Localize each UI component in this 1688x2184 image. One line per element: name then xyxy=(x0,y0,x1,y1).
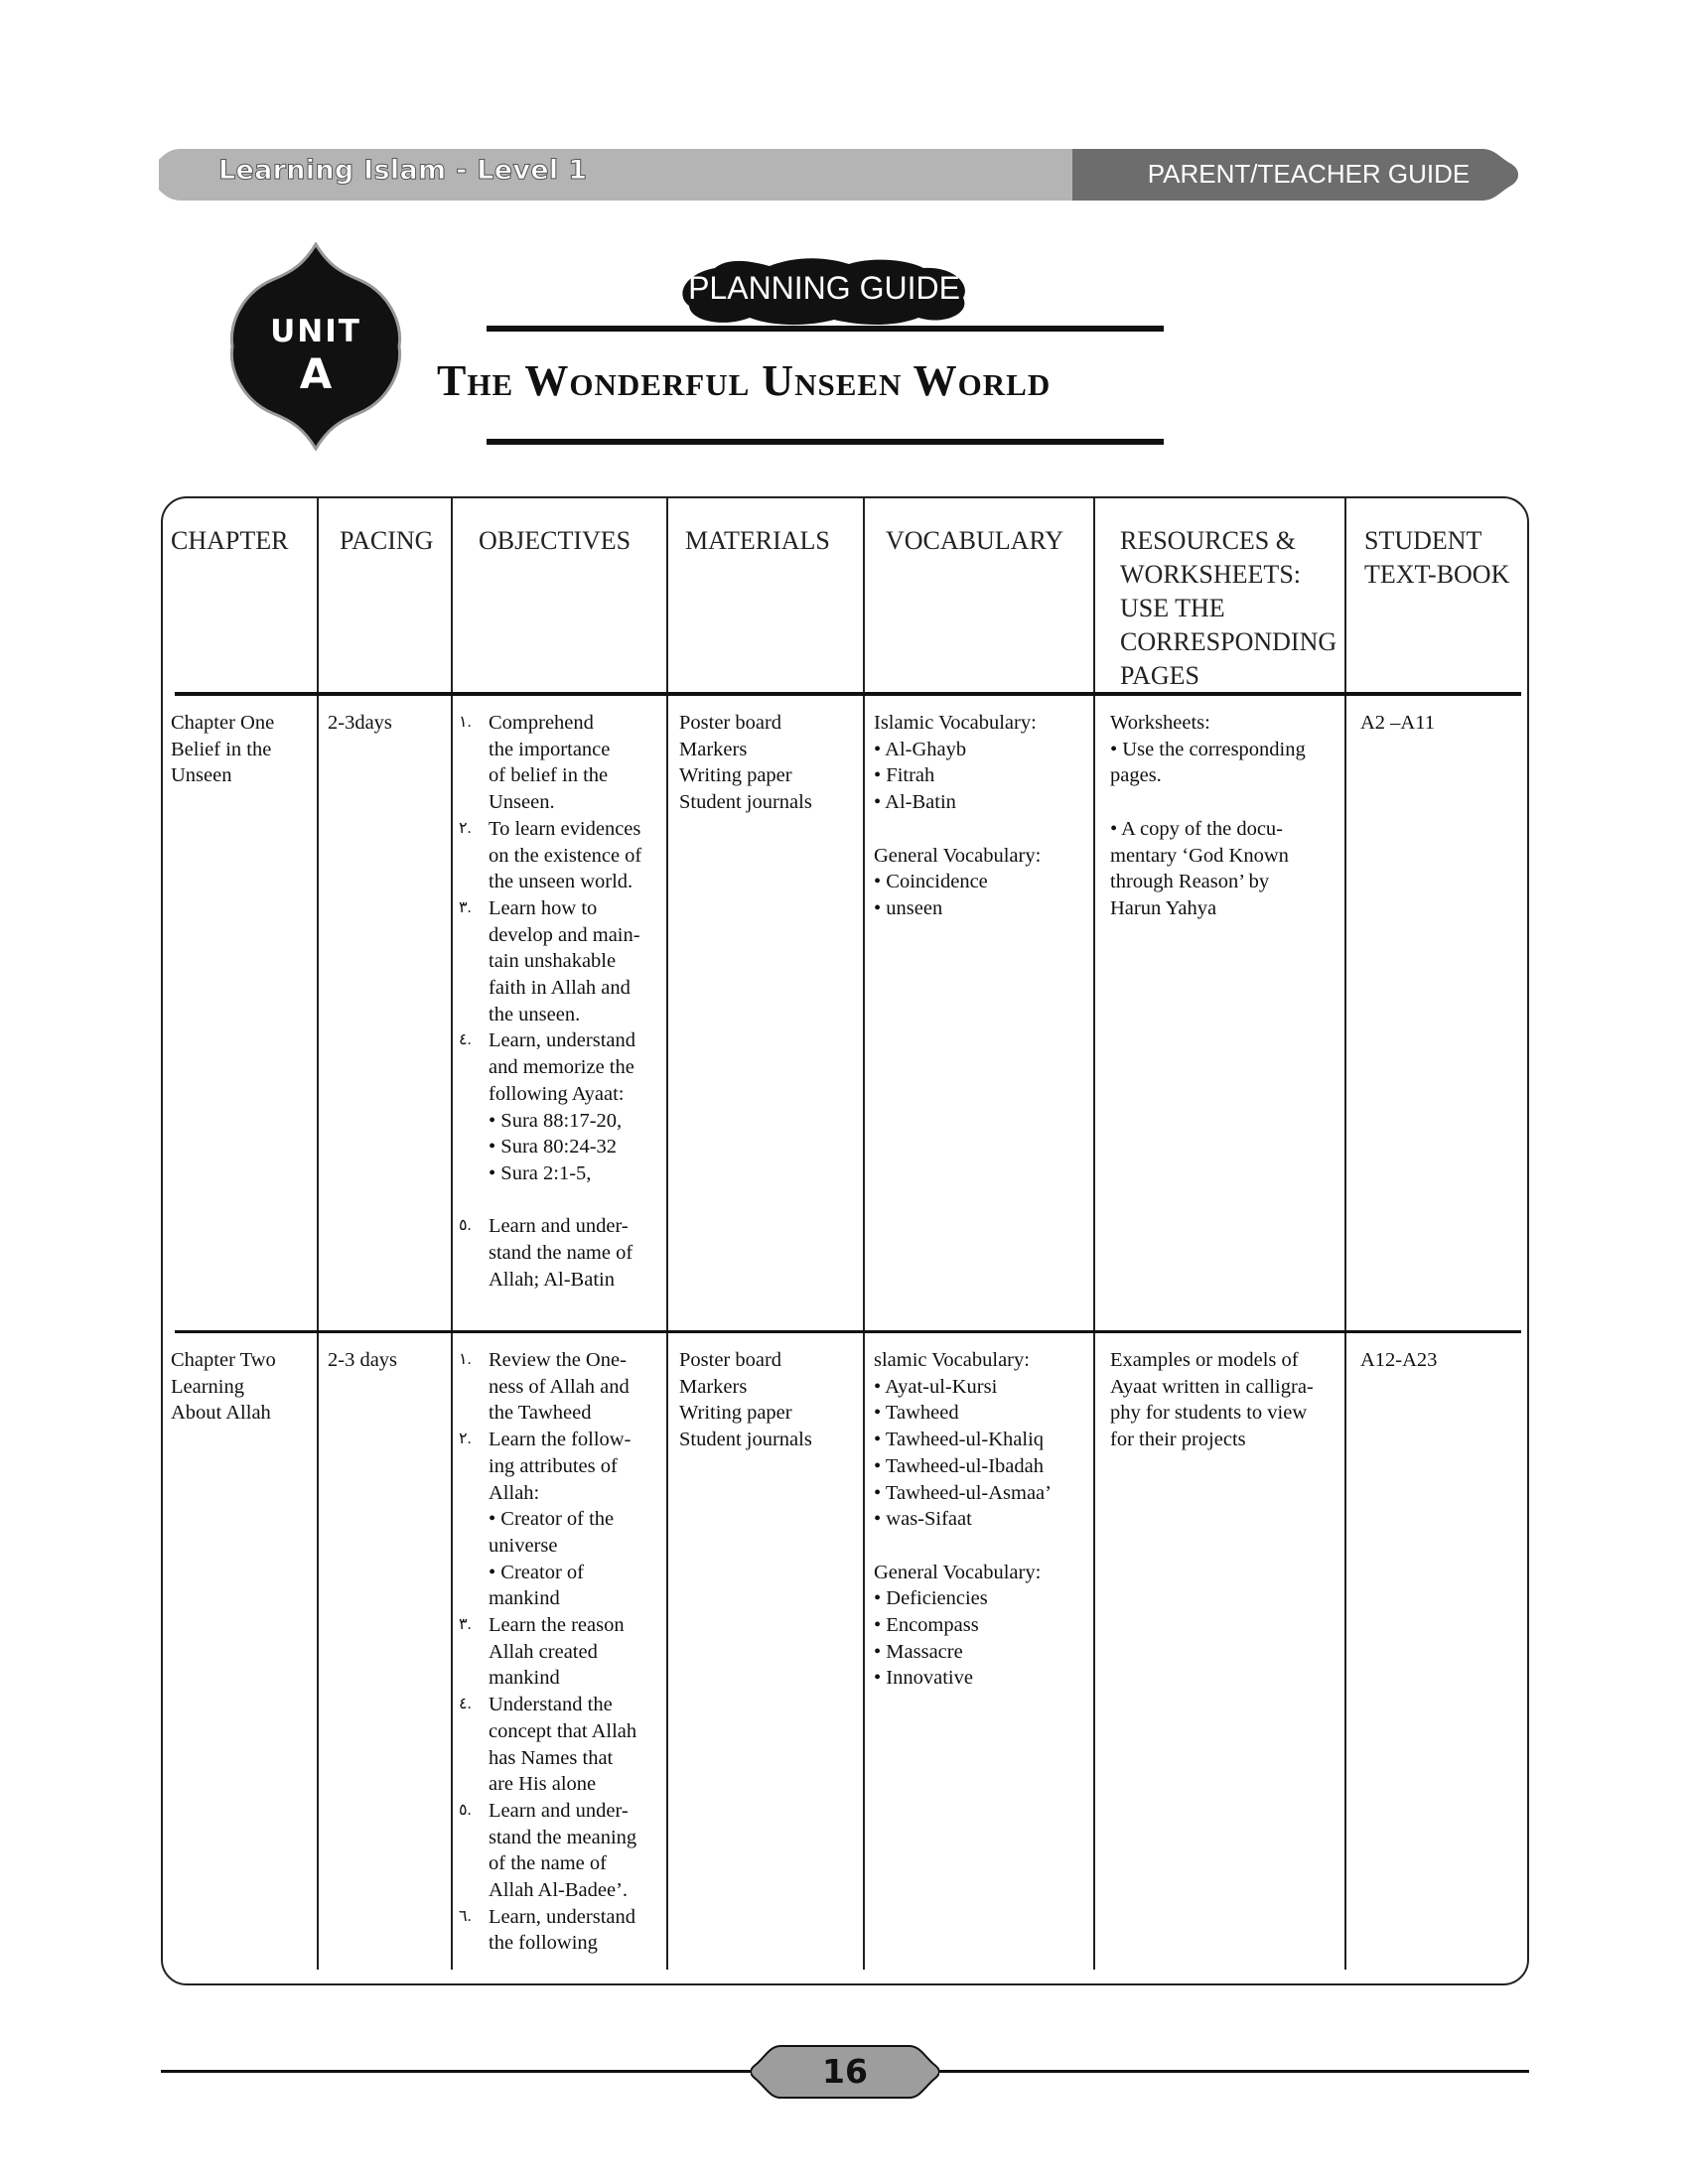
guide-label: PARENT/TEACHER GUIDE xyxy=(1147,159,1471,189)
objective-line: • Sura 80:24-32 xyxy=(489,1136,618,1159)
objective-line: tain unshakable xyxy=(489,950,617,973)
objective-line: • Creator of xyxy=(489,1561,584,1583)
planning-guide-text: PLANNING GUIDE xyxy=(688,270,960,306)
column-divider xyxy=(1093,498,1095,1970)
objective-line: and memorize the xyxy=(489,1056,634,1079)
objective-number: ٢. xyxy=(459,819,472,837)
objective-line: ing attributes of xyxy=(489,1454,618,1477)
col-header-pacing: PACING xyxy=(340,526,434,555)
page-title: The Wonderful Unseen World xyxy=(437,356,1052,405)
cell-line: Student journals xyxy=(679,791,812,814)
cell-line: Chapter One xyxy=(171,712,275,734)
cell-line: slamic Vocabulary: xyxy=(874,1349,1030,1371)
objective-line: on the existence of xyxy=(489,844,642,867)
objective-line: Learn and under- xyxy=(489,1799,629,1822)
header-line: USE THE xyxy=(1120,594,1225,622)
row2-materials xyxy=(679,1347,812,1453)
objective-line: concept that Allah xyxy=(489,1719,637,1742)
cell-line: Harun Yahya xyxy=(1110,896,1217,919)
column-divider xyxy=(863,498,865,1970)
title-rule-top xyxy=(487,326,1164,332)
cell-line: • unseen xyxy=(874,896,943,919)
objective-line: of the name of xyxy=(489,1852,607,1875)
objective-line: are His alone xyxy=(489,1773,597,1796)
objective-line: Learn and under- xyxy=(489,1215,629,1238)
objective-line: of belief in the xyxy=(489,764,609,787)
objective-line: Understand the xyxy=(489,1694,613,1716)
unit-word: UNIT xyxy=(270,314,361,349)
objective-line: mankind xyxy=(489,1587,560,1610)
cell-line: • Tawheed-ul-Khaliq xyxy=(874,1429,1045,1451)
objective-item xyxy=(455,1612,636,1692)
cell-line: Worksheets: xyxy=(1110,712,1210,734)
planning-guide-label xyxy=(675,256,973,326)
objective-line: faith in Allah and xyxy=(489,977,631,1000)
objective-item xyxy=(455,816,641,895)
objective-line: the following xyxy=(489,1932,598,1955)
col-header-chapter: CHAPTER xyxy=(171,526,289,555)
row1-objectives xyxy=(455,710,641,1293)
cell-line: Chapter Two xyxy=(171,1349,276,1371)
cell-line: mentary ‘God Known xyxy=(1110,844,1289,867)
col-header-objectives: OBJECTIVES xyxy=(479,526,632,555)
cell-line: • A copy of the docu- xyxy=(1110,817,1283,840)
objective-line: • Creator of the xyxy=(489,1508,615,1531)
cell-line: • Tawheed-ul-Ibadah xyxy=(874,1454,1044,1477)
objective-line: stand the meaning xyxy=(489,1826,637,1848)
objective-number: ١. xyxy=(459,1351,472,1368)
page-number: 16 xyxy=(822,2052,868,2091)
objective-line: following Ayaat: xyxy=(489,1082,625,1105)
row-divider xyxy=(175,1330,1521,1333)
objective-line: Learn, understand xyxy=(489,1905,635,1928)
objective-line: Learn how to xyxy=(489,896,598,919)
objective-item xyxy=(455,1347,636,1427)
cell-line: • Deficiencies xyxy=(874,1587,988,1610)
objective-number: ٣. xyxy=(459,1616,472,1634)
objective-line: To learn evidences xyxy=(489,817,641,840)
objective-line: Review the One- xyxy=(489,1349,627,1371)
objective-line: the unseen. xyxy=(489,1003,581,1025)
unit-badge xyxy=(228,242,403,451)
objective-line: has Names that xyxy=(489,1746,614,1769)
objective-number: ٦. xyxy=(459,1907,472,1925)
cell-line: Poster board xyxy=(679,1349,782,1371)
objective-line: Comprehend xyxy=(489,712,594,734)
cell-line: Student journals xyxy=(679,1429,812,1451)
cell-line xyxy=(874,816,1041,843)
objective-line: stand the name of xyxy=(489,1242,633,1265)
cell-line: About Allah xyxy=(171,1402,271,1425)
cell-line: • Al-Ghayb xyxy=(874,738,967,760)
row1-resources xyxy=(1110,710,1306,922)
cell-line: • Encompass xyxy=(874,1614,979,1637)
cell-line: for their projects xyxy=(1110,1429,1246,1451)
objective-number: ٢. xyxy=(459,1431,472,1448)
objective-item xyxy=(455,1027,641,1213)
objective-line: the unseen world. xyxy=(489,871,633,893)
header-line: TEXT-BOOK xyxy=(1364,560,1510,589)
cell-line: Ayaat written in calligra- xyxy=(1110,1375,1314,1398)
objective-line: the importance xyxy=(489,738,611,760)
objective-item xyxy=(455,1427,636,1612)
cell-line: General Vocabulary: xyxy=(874,844,1042,867)
objective-line: the Tawheed xyxy=(489,1402,592,1425)
header-banner xyxy=(159,149,1519,201)
objective-line: Allah Al-Badee’. xyxy=(489,1879,629,1902)
row1-materials xyxy=(679,710,812,816)
column-divider xyxy=(1344,498,1346,1970)
objective-number: ٤. xyxy=(459,1696,472,1713)
objective-line: Learn, understand xyxy=(489,1029,635,1052)
objective-item xyxy=(455,1904,636,1957)
cell-line: Markers xyxy=(679,1375,748,1398)
objective-line: ness of Allah and xyxy=(489,1375,630,1398)
row2-pacing xyxy=(328,1347,397,1374)
col-header-vocabulary: VOCABULARY xyxy=(886,526,1064,555)
objective-number: ٤. xyxy=(459,1031,472,1049)
objective-number: ١. xyxy=(459,714,472,731)
cell-line: Islamic Vocabulary: xyxy=(874,712,1037,734)
objective-item xyxy=(455,895,641,1028)
objective-line: develop and main- xyxy=(489,923,640,946)
cell-line: pages. xyxy=(1110,764,1162,787)
col-header-textbook xyxy=(1364,524,1509,592)
cell-line: • Coincidence xyxy=(874,871,988,893)
col-header-resources xyxy=(1120,524,1336,693)
cell-line: Unseen xyxy=(171,764,232,787)
cell-line: Poster board xyxy=(679,712,782,734)
page-number-badge xyxy=(751,2042,939,2102)
cell-line: General Vocabulary: xyxy=(874,1561,1042,1583)
cell-text: 2-3days xyxy=(328,712,392,734)
cell-line: Examples or models of xyxy=(1110,1349,1299,1371)
series-title: Learning Islam - Level 1 xyxy=(218,155,588,186)
row1-textbook xyxy=(1360,710,1435,737)
objective-item xyxy=(455,710,641,816)
cell-line: • Tawheed-ul-Asmaa’ xyxy=(874,1481,1052,1504)
column-divider xyxy=(666,498,668,1970)
row2-textbook xyxy=(1360,1347,1437,1374)
cell-line: through Reason’ by xyxy=(1110,871,1270,893)
cell-line: • Innovative xyxy=(874,1667,973,1690)
cell-text: 2-3 days xyxy=(328,1349,398,1371)
objective-line: mankind xyxy=(489,1667,560,1690)
cell-line: phy for students to view xyxy=(1110,1402,1308,1425)
objective-number: ٣. xyxy=(459,898,472,916)
cell-line: • Tawheed xyxy=(874,1402,959,1425)
column-divider xyxy=(317,498,319,1970)
cell-line: Learning xyxy=(171,1375,244,1398)
cell-line: Markers xyxy=(679,738,748,760)
cell-line xyxy=(874,1533,1052,1560)
objective-line xyxy=(489,1187,641,1214)
cell-line: Belief in the xyxy=(171,738,272,760)
unit-letter: A xyxy=(299,349,333,398)
column-divider xyxy=(451,498,453,1970)
row2-objectives xyxy=(455,1347,636,1957)
header-line: WORKSHEETS: xyxy=(1120,560,1301,589)
objective-item xyxy=(455,1798,636,1904)
objective-item xyxy=(455,1213,641,1293)
row1-chapter xyxy=(171,710,274,789)
row1-vocabulary xyxy=(874,710,1041,922)
cell-line: • was-Sifaat xyxy=(874,1508,972,1531)
objective-line: Learn the reason xyxy=(489,1614,625,1637)
row2-chapter xyxy=(171,1347,276,1427)
objective-line: • Sura 88:17-20, xyxy=(489,1109,623,1132)
objective-line: Allah: xyxy=(489,1481,540,1504)
cell-line: Writing paper xyxy=(679,1402,792,1425)
header-line: CORRESPONDING xyxy=(1120,627,1337,656)
objective-number: ٥. xyxy=(459,1801,472,1819)
objective-line: • Sura 2:1-5, xyxy=(489,1161,592,1184)
objective-line: Learn the follow- xyxy=(489,1429,632,1451)
cell-line: • Al-Batin xyxy=(874,791,956,814)
header-line: RESOURCES & xyxy=(1120,526,1296,555)
cell-line: • Use the corresponding xyxy=(1110,738,1306,760)
cell-line: • Ayat-ul-Kursi xyxy=(874,1375,998,1398)
cell-line: • Fitrah xyxy=(874,764,935,787)
cell-line: Writing paper xyxy=(679,764,792,787)
objective-line: Allah created xyxy=(489,1640,598,1663)
objective-line: Allah; Al-Batin xyxy=(489,1268,615,1291)
header-line: PAGES xyxy=(1120,661,1199,690)
objective-line: universe xyxy=(489,1534,558,1557)
row2-vocabulary xyxy=(874,1347,1052,1692)
col-header-materials: MATERIALS xyxy=(685,526,830,555)
row2-resources xyxy=(1110,1347,1314,1453)
row1-pacing xyxy=(328,710,392,737)
title-rule-bottom xyxy=(487,439,1164,445)
cell-line: • Massacre xyxy=(874,1640,963,1663)
objective-number: ٥. xyxy=(459,1217,472,1235)
objective-line: Unseen. xyxy=(489,791,555,814)
objective-item xyxy=(455,1692,636,1798)
cell-text: A2 –A11 xyxy=(1360,712,1435,734)
cell-text: A12-A23 xyxy=(1360,1349,1438,1371)
header-line: STUDENT xyxy=(1364,526,1482,555)
cell-line xyxy=(1110,789,1306,816)
